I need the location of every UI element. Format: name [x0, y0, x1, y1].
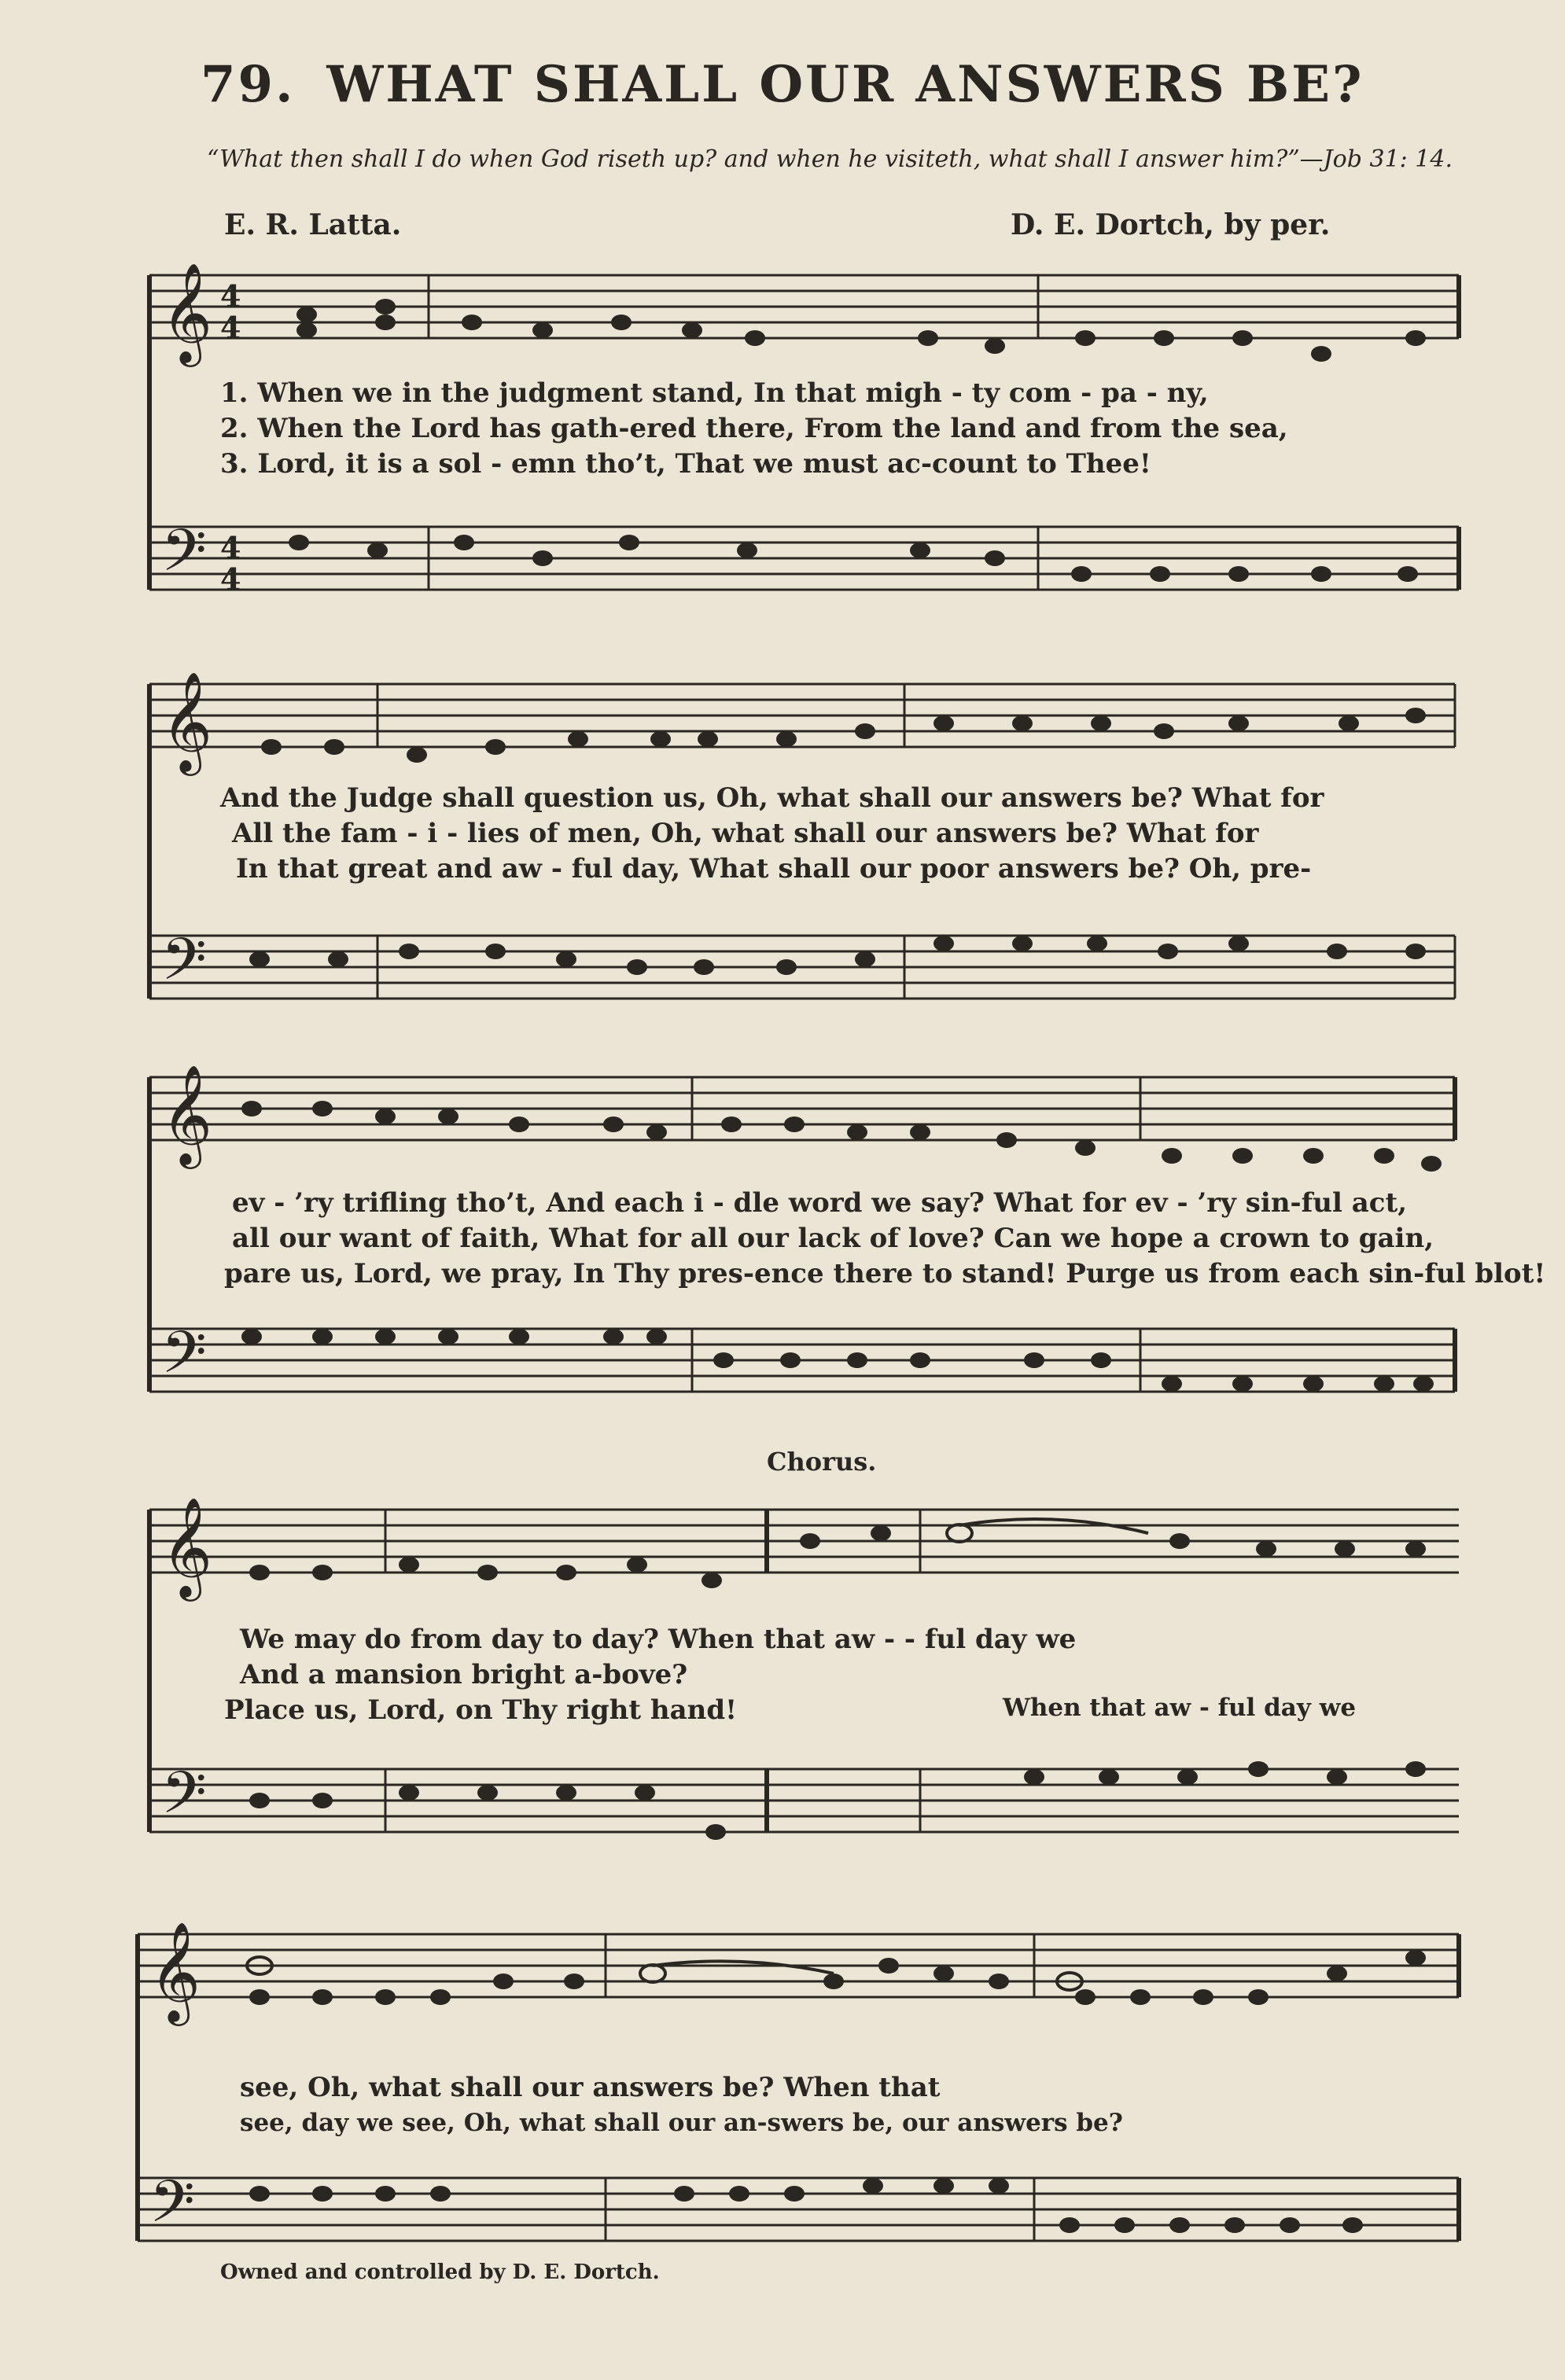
- lyric-verse-1: ev - ’ry trifling tho’t, And each i - dle word we say? What for ev - ’ry sin-ful act,: [232, 1187, 1408, 1219]
- lyric-verse-2: All the fam - i - lies of men, Oh, what shall our answers be? What for: [232, 818, 1259, 849]
- svg-text:𝄢: 𝄢: [149, 2168, 195, 2250]
- lyric-chorus-alto: When that aw - ful day we: [1003, 1694, 1357, 1722]
- music-system-5: [0, 1895, 1565, 2264]
- svg-text:4: 4: [220, 561, 241, 597]
- svg-text:4: 4: [220, 530, 241, 565]
- composer-credit: D. E. Dortch, by per.: [1011, 208, 1331, 241]
- svg-text:𝄞: 𝄞: [161, 1064, 213, 1164]
- svg-text:𝄢: 𝄢: [161, 517, 207, 599]
- lyricist-credit: E. R. Latta.: [224, 208, 402, 241]
- lyric-verse-2: all our want of faith, What for all our lack of love? Can we hope a crown to gain,: [232, 1223, 1434, 1254]
- svg-text:4: 4: [220, 310, 241, 345]
- hymn-number: 79.: [201, 55, 296, 114]
- hymn-title: [201, 55, 1459, 126]
- lyric-verse-3: pare us, Lord, we pray, In Thy pres-ence there to stand! Purge us from each sin-ful blot!: [224, 1258, 1546, 1289]
- lyric-verse-1: And the Judge shall question us, Oh, what shall our answers be? What for: [220, 782, 1324, 814]
- svg-text:𝄞: 𝄞: [161, 671, 213, 771]
- svg-text:4: 4: [220, 278, 241, 314]
- music-system-2: [0, 653, 1565, 1030]
- svg-text:𝄞: 𝄞: [149, 1921, 201, 2021]
- lyric-chorus-line-2: And a mansion bright a-bove?: [240, 1659, 688, 1690]
- staff-notation: [0, 1486, 1565, 1863]
- svg-text:𝄢: 𝄢: [161, 1319, 207, 1401]
- copyright-notice: Owned and controlled by D. E. Dortch.: [220, 2260, 660, 2284]
- lyric-verse-3: In that great and aw - ful day, What shall our poor answers be? Oh, pre-: [236, 853, 1312, 885]
- hymn-title-text: WHAT SHALL OUR ANSWERS BE?: [326, 55, 1364, 114]
- svg-text:𝄢: 𝄢: [161, 925, 207, 1008]
- scripture-epigraph: “What then shall I do when God riseth up? and when he visiteth, what shall I answer him?”—Job 31: 14.: [206, 145, 1453, 173]
- lyric-ending-line-1: see, Oh, what shall our answers be? When that: [240, 2072, 941, 2103]
- svg-text:𝄞: 𝄞: [161, 1496, 213, 1597]
- lyric-verse-3: 3. Lord, it is a sol - emn tho’t, That we must ac-count to Thee!: [220, 448, 1151, 480]
- lyric-verse-2: 2. When the Lord has gath-ered there, From the land and from the sea,: [220, 413, 1288, 444]
- svg-text:𝄞: 𝄞: [161, 262, 213, 362]
- svg-text:𝄢: 𝄢: [161, 1759, 207, 1841]
- lyric-ending-line-2: see, day we see, Oh, what shall our an-swers be, our answers be?: [240, 2109, 1123, 2137]
- lyric-chorus-line-3: Place us, Lord, on Thy right hand!: [224, 1694, 738, 1726]
- music-system-3: [0, 1046, 1565, 1423]
- music-system-1: [0, 259, 1565, 629]
- lyric-chorus-line-1: We may do from day to day? When that aw - - ful day we: [240, 1624, 1077, 1655]
- music-system-4: [0, 1486, 1565, 1863]
- staff-notation: [0, 259, 1565, 629]
- lyric-verse-1: 1. When we in the judgment stand, In that migh - ty com - pa - ny,: [220, 377, 1209, 409]
- chorus-label: Chorus.: [767, 1447, 877, 1477]
